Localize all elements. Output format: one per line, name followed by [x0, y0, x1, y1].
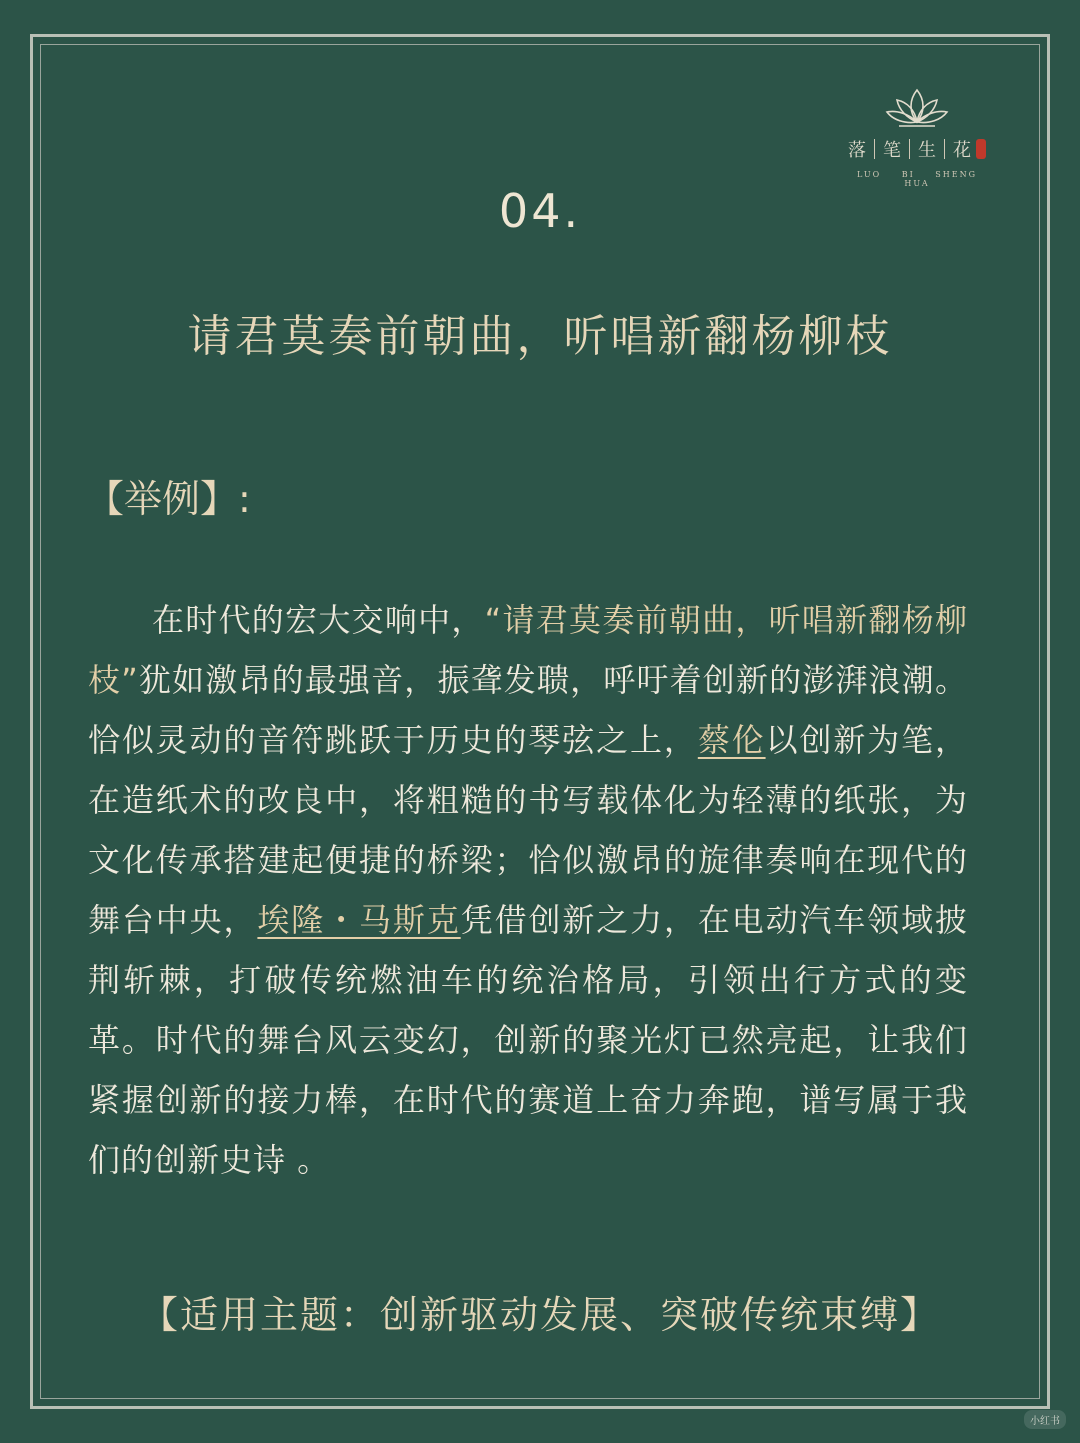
- paragraph-text: 以创新为笔，在造纸术的改良中，将粗糙的书写载体化为轻薄的纸张，为文化传承搭建起便捷的桥梁；恰似激昂的旋律奏响在现代的舞台中央，: [88, 721, 968, 939]
- example-label: 【举例】:: [86, 477, 251, 521]
- logo-char: 生: [918, 140, 936, 161]
- logo-separator: [874, 139, 875, 159]
- applicable-theme: 【适用主题：创新驱动发展、突破传统束缚】: [139, 1293, 940, 1337]
- section-number: 04.: [498, 184, 582, 238]
- paragraph-text: 在时代的宏大交响中，: [152, 601, 485, 639]
- highlighted-name-cailun: 蔡伦: [697, 721, 766, 759]
- example-paragraph: [88, 590, 968, 1190]
- logo-char: 花: [953, 140, 971, 161]
- watermark: 小红书: [1024, 1410, 1066, 1429]
- brand-logo: [842, 86, 992, 186]
- paragraph-text: 犹如激昂的最强音，振聋发聩，呼吁着创新的澎湃浪潮。恰似灵动的音符跳跃于历史的琴弦之上，: [88, 661, 968, 759]
- logo-wordmark: [842, 136, 992, 162]
- paragraph-text: 凭借创新之力，在电动汽车领域披荆斩棘，打破传统燃油车的统治格局，引领出行方式的变革。时代的舞台风云变幻，创新的聚光灯已然亮起，让我们紧握创新的接力棒，在时代的赛道上奋力奔跑，谱写属于我们的创新史诗 。: [88, 901, 968, 1179]
- quoted-verse: “请君莫奏前朝曲，听唱新翻杨柳枝”: [88, 601, 968, 699]
- highlighted-name-musk: 埃隆・马斯克: [257, 901, 461, 939]
- logo-separator: [909, 139, 910, 159]
- lotus-icon: [885, 86, 949, 130]
- logo-separator: [944, 139, 945, 159]
- page-title: 请君莫奏前朝曲，听唱新翻杨柳枝: [187, 311, 893, 362]
- seal-stamp-icon: [976, 139, 986, 159]
- logo-char: 笔: [883, 140, 901, 161]
- logo-char: 落: [848, 140, 866, 161]
- logo-subtitle: LUO BI SHENG HUA: [857, 170, 977, 188]
